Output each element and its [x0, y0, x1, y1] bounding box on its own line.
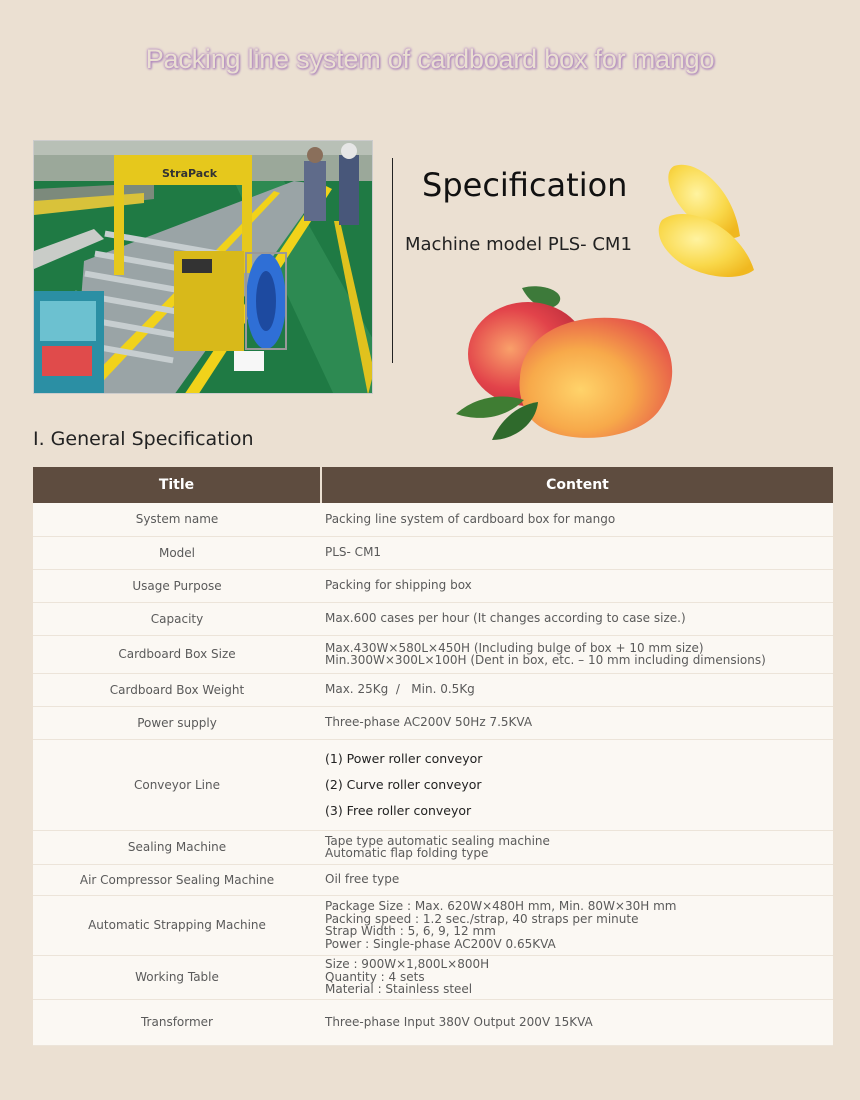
table-row — [33, 503, 833, 536]
factory-photo — [33, 140, 373, 394]
header-content: Content — [321, 467, 833, 503]
specification-table — [33, 467, 833, 1046]
row-title: Sealing Machine — [33, 830, 321, 864]
mango-slices-image — [656, 158, 760, 286]
table-header-row — [33, 467, 833, 503]
row-title: Usage Purpose — [33, 569, 321, 602]
row-content: Three-phase Input 380V Output 200V 15KVA — [321, 999, 833, 1045]
row-content: Three-phase AC200V 50Hz 7.5KVA — [321, 706, 833, 739]
row-title: Power supply — [33, 706, 321, 739]
table-row — [33, 536, 833, 569]
table-row — [33, 895, 833, 955]
table-row — [33, 739, 833, 830]
row-content: Tape type automatic sealing machine Automatic flap folding type — [321, 830, 833, 864]
row-content: Packing for shipping box — [321, 569, 833, 602]
strapack-label: StraPack — [162, 167, 218, 180]
row-title: Automatic Strapping Machine — [33, 895, 321, 955]
conveyor-item: (1) Power roller conveyor — [325, 750, 483, 766]
table-row — [33, 955, 833, 999]
row-title: Working Table — [33, 955, 321, 999]
table-row — [33, 999, 833, 1045]
row-title: Cardboard Box Weight — [33, 673, 321, 706]
row-content: Max. 25Kg / Min. 0.5Kg — [321, 673, 833, 706]
table-row — [33, 706, 833, 739]
vertical-divider — [392, 158, 393, 363]
page-title: Packing line system of cardboard box for mango — [145, 44, 715, 74]
conveyor-item: (3) Free roller conveyor — [325, 802, 472, 818]
row-title: Capacity — [33, 602, 321, 635]
row-content: Package Size : Max. 620W×480H mm, Min. 80W×30H mm Packing speed : 1.2 sec./strap, 40 straps per minute Strap Width : 5, 6, 9, 12 mm Power : Single-phase AC200V 0.65KVA — [321, 895, 833, 955]
table-row — [33, 569, 833, 602]
mango-fruit-image — [452, 282, 684, 444]
conveyor-item: (2) Curve roller conveyor — [325, 776, 482, 792]
header-title: Title — [33, 467, 321, 503]
table-row — [33, 830, 833, 864]
row-content: Max.430W×580L×450H (Including bulge of box + 10 mm size) Min.300W×300L×100H (Dent in box, etc. – 10 mm including dimensions) — [321, 635, 833, 673]
row-title: Air Compressor Sealing Machine — [33, 864, 321, 895]
row-content: Packing line system of cardboard box for mango — [321, 503, 833, 536]
row-title: Cardboard Box Size — [33, 635, 321, 673]
row-content: PLS- CM1 — [321, 536, 833, 569]
machine-model-label: Machine model PLS- CM1 — [405, 234, 632, 255]
specification-heading: Specification — [422, 166, 628, 204]
row-title: Model — [33, 536, 321, 569]
row-title: System name — [33, 503, 321, 536]
section-title: I. General Specification — [33, 428, 254, 450]
table-row — [33, 635, 833, 673]
row-title: Conveyor Line — [33, 739, 321, 830]
row-content: Size : 900W×1,800L×800H Quantity : 4 sets Material : Stainless steel — [321, 955, 833, 999]
table-row — [33, 864, 833, 895]
row-title: Transformer — [33, 999, 321, 1045]
table-row — [33, 673, 833, 706]
row-content: Max.600 cases per hour (It changes according to case size.) — [321, 602, 833, 635]
row-content — [321, 739, 833, 830]
row-content: Oil free type — [321, 864, 833, 895]
table-row — [33, 602, 833, 635]
